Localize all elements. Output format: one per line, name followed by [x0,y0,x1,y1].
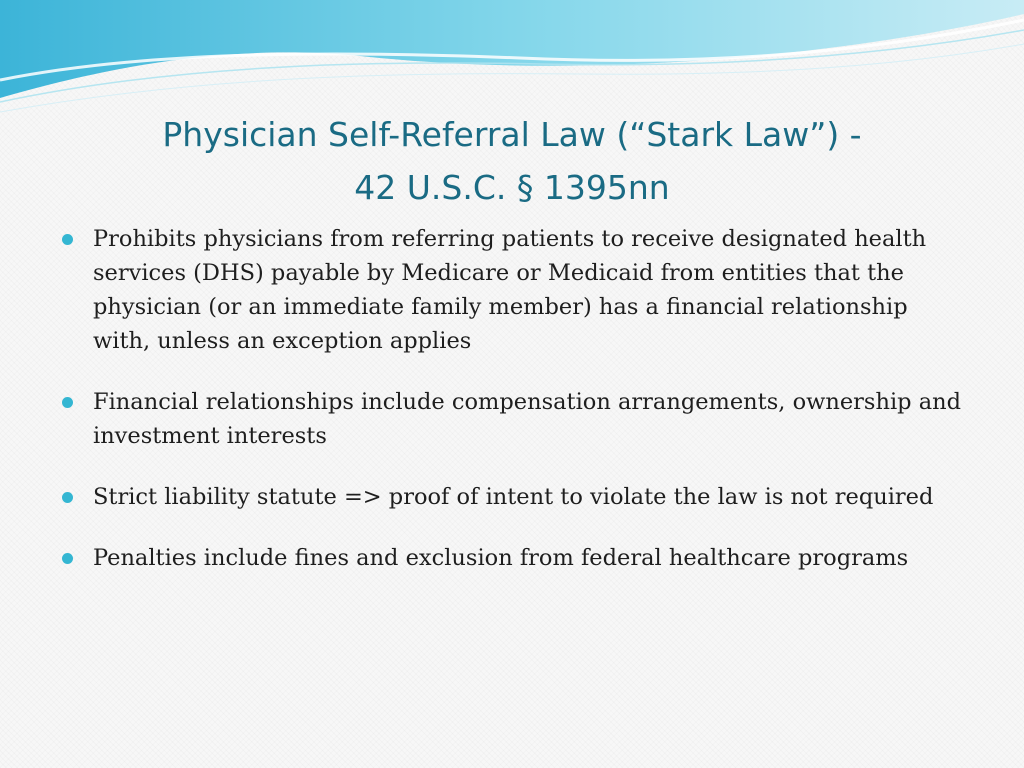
bullet-item [62,222,967,358]
bullet-item [62,480,967,514]
bullet-text: Prohibits physicians from referring patients to receive designated health services (DHS) payable by Medicare or Medicaid from entities that the physician (or an immediate family member) has a financial relationship with, unless an exception applies [93,226,927,354]
slide-title-line-1: Physician Self-Referral Law (“Stark Law”) - [162,115,862,154]
bullet-dot-icon [62,234,73,245]
bullet-text: Strict liability statute => proof of intent to violate the law is not required [93,484,934,510]
slide-title [60,108,964,214]
bullet-dot-icon [62,492,73,503]
bullet-dot-icon [62,553,73,564]
bullet-item [62,385,967,453]
bullet-text: Penalties include fines and exclusion from federal healthcare programs [93,545,909,571]
bullet-text: Financial relationships include compensation arrangements, ownership and investment interests [93,389,962,449]
slide-title-line-2: 42 U.S.C. § 1395nn [354,168,670,207]
bullet-item [62,541,967,575]
bullet-list [62,222,967,602]
bullet-dot-icon [62,397,73,408]
